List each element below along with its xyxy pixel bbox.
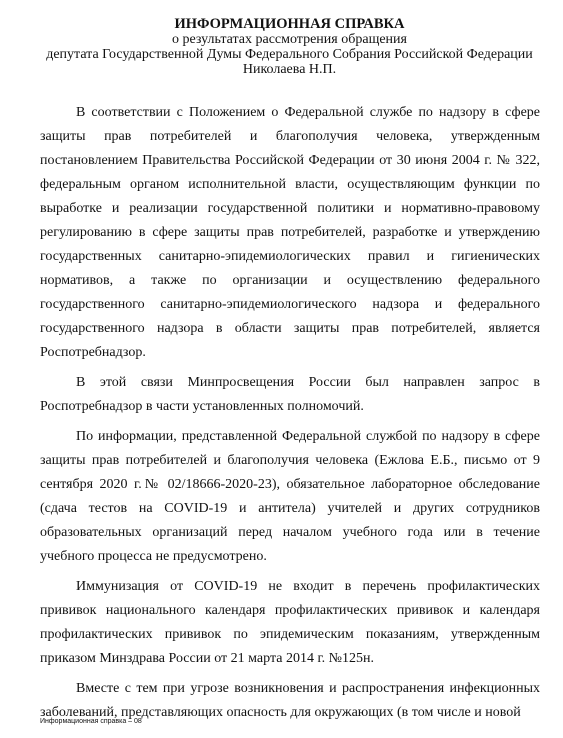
paragraph-5: Вместе с тем при угрозе возникновения и распространения инфекционных заболеваний, представляющих опасность для окружающих (в том числе и новой: [40, 681, 540, 720]
document-header: [24, 17, 555, 77]
page-footer: Информационная справка – 08: [40, 718, 142, 725]
paragraph-4: Иммунизация от COVID-19 не входит в перечень профилактических прививок национального календаря профилактических прививок и календаря профилактических прививок по эпидемическим показаниям, утвержденным приказом Минздрава России от 21 марта 2014 г. №125н.: [40, 579, 540, 666]
subtitle-line-3: Николаева Н.П.: [242, 62, 337, 77]
paragraph-1: В соответствии с Положением о Федеральной службе по надзору в сфере защиты прав потребителей и благополучия человека, утвержденным постановлением Правительства Российской Федерации от 30 июня 2004 г. № 322, федеральным органом исполнительной власти, осуществляющим функции по выработке и реализации государственной политики и нормативно-правовому регулированию в сфере защиты прав потребителей, разработке и утверждению государственных санитарно-эпидемиологических правил и гигиенических нормативов, а также по организации и осуществлению федерального государственного санитарно-эпидемиологического надзора и федерального государственного надзора в области защиты прав потребителей, является Роспотребнадзор.: [40, 105, 540, 360]
subtitle-line-1: о результатах рассмотрения обращения: [172, 32, 407, 47]
subtitle-line-2: депутата Государственной Думы Федерального Собрания Российской Федерации: [46, 47, 533, 62]
document-title: ИНФОРМАЦИОННАЯ СПРАВКА: [174, 16, 405, 32]
document-body: [40, 101, 540, 731]
paragraph-3: По информации, представленной Федеральной службой по надзору в сфере защиты прав потребителей и благополучия человека (Ежлова Е.Б., письмо от 9 сентября 2020 г.№ 02/18666-2020-23), обязательное лабораторное обследование (сдача тестов на COVID-19 и антитела) учителей и других сотрудников образовательных организаций перед началом учебного года или в течение учебного процесса не предусмотрено.: [40, 429, 540, 564]
paragraph-2: В этой связи Минпросвещения России был направлен запрос в Роспотребнадзор в части установленных полномочий.: [40, 375, 540, 414]
